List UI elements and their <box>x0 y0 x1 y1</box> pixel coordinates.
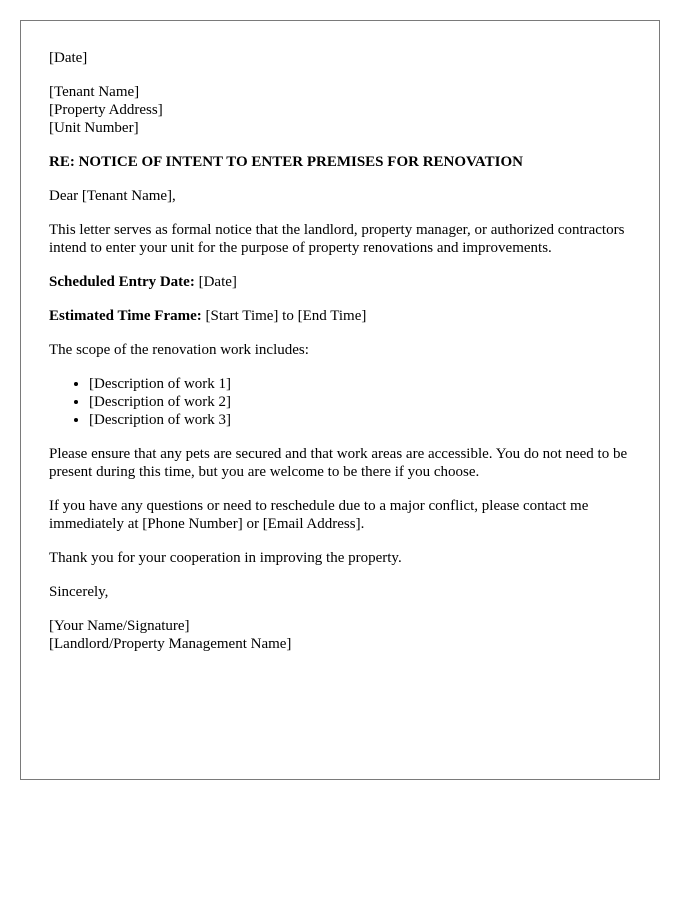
time-frame-line <box>49 307 631 325</box>
recipient-block <box>49 83 631 137</box>
time-frame-value: [Start Time] to [End Time] <box>205 308 367 324</box>
scope-list <box>49 375 631 429</box>
property-address: [Property Address] <box>49 102 163 118</box>
scope-item: • [Description of work 2] <box>89 393 631 411</box>
letter-date: [Date] <box>49 50 88 66</box>
unit-number: [Unit Number] <box>49 120 139 136</box>
entry-date-line <box>49 273 631 291</box>
letter-page <box>20 20 660 780</box>
contact-paragraph: If you have any questions or need to reschedule due to a major conflict, please contact me immediately at [Phone Number] or [Email Address]. <box>49 498 589 532</box>
salutation: Dear [Tenant Name], <box>49 188 176 204</box>
signature-block <box>49 617 631 653</box>
entry-date-label: Scheduled Entry Date: <box>49 274 195 290</box>
time-frame-label: Estimated Time Frame: <box>49 308 202 324</box>
pets-paragraph: Please ensure that any pets are secured and that work areas are accessible. You do not need to be present during this time, but you are welcome to be there if you choose. <box>49 446 628 480</box>
signature-name: [Your Name/Signature] <box>49 618 190 634</box>
subject-line: RE: NOTICE OF INTENT TO ENTER PREMISES FOR RENOVATION <box>49 154 523 170</box>
scope-item: • [Description of work 1] <box>89 375 631 393</box>
signature-company: [Landlord/Property Management Name] <box>49 636 292 652</box>
tenant-name: [Tenant Name] <box>49 84 140 100</box>
thanks-paragraph: Thank you for your cooperation in improving the property. <box>49 550 402 566</box>
entry-date-value: [Date] <box>198 274 237 290</box>
scope-item: • [Description of work 3] <box>89 411 631 429</box>
intro-paragraph: This letter serves as formal notice that the landlord, property manager, or authorized contractors intend to enter your unit for the purpose of property renovations and improvements. <box>49 222 625 256</box>
closing: Sincerely, <box>49 584 109 600</box>
scope-intro: The scope of the renovation work includes: <box>49 342 309 358</box>
